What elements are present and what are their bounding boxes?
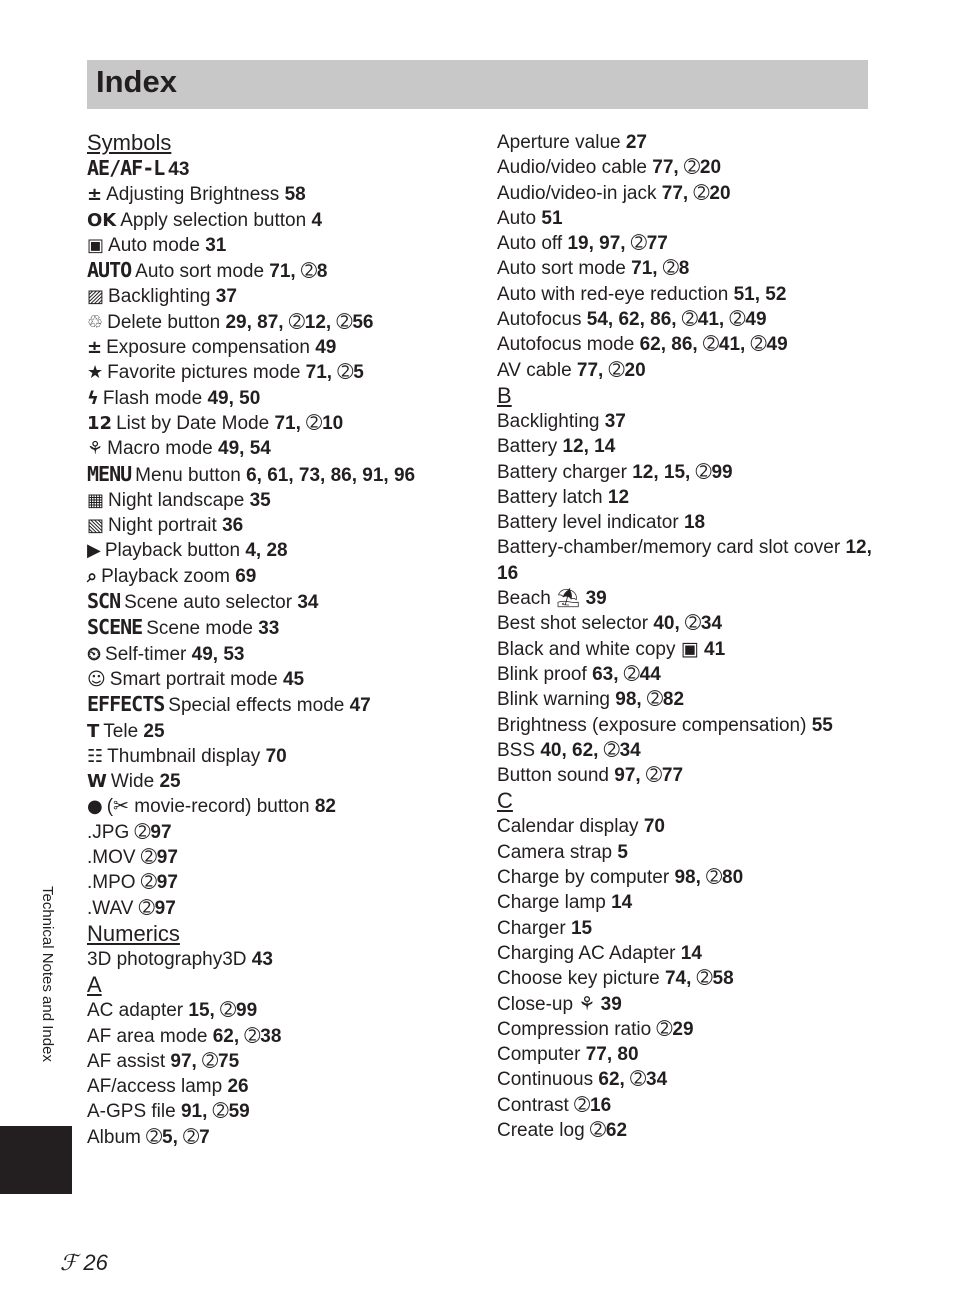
- macro-icon: ⚘: [87, 438, 104, 460]
- index-term: Album: [87, 1126, 141, 1148]
- index-page-refs: 4: [311, 209, 323, 231]
- index-page-refs: 71, ➁10: [274, 412, 344, 434]
- index-page-refs: 55: [811, 714, 833, 736]
- index-entry: [87, 258, 482, 284]
- index-term: Blink warning: [497, 689, 610, 711]
- index-page-refs: 82: [314, 796, 336, 818]
- favorite-icon: ★: [87, 362, 104, 384]
- index-entry: [497, 1118, 877, 1143]
- index-entry: [497, 916, 877, 941]
- trash-icon: ♲: [87, 311, 104, 333]
- index-column-left: [87, 130, 482, 1150]
- index-page-refs: 14: [611, 892, 633, 914]
- index-entry: [497, 687, 877, 712]
- index-term: Button sound: [497, 765, 609, 787]
- index-term: Backlighting: [497, 410, 600, 432]
- index-entry: [87, 998, 482, 1023]
- index-entry: [87, 769, 482, 794]
- index-entry: [87, 1074, 482, 1099]
- index-term: Charger: [497, 917, 566, 939]
- index-page-refs: 36: [222, 515, 244, 537]
- index-page-refs: 97, ➁77: [614, 765, 684, 787]
- index-entry: [87, 692, 482, 718]
- index-term: (✂ movie-record) button: [106, 796, 310, 818]
- index-term: Calendar display: [497, 816, 639, 838]
- index-page-refs: 51, 52: [733, 283, 787, 305]
- index-entry: [497, 1042, 877, 1067]
- index-page-refs: 40, ➁34: [653, 613, 723, 635]
- index-section-heading: A: [87, 972, 102, 998]
- index-term: Night portrait: [108, 515, 217, 537]
- index-entry: [87, 386, 482, 411]
- index-entry: [87, 538, 482, 563]
- index-entry: [87, 820, 482, 845]
- index-term: Battery latch: [497, 486, 603, 508]
- index-entry: [87, 667, 482, 692]
- index-entry: [87, 488, 482, 513]
- index-page-refs: 19, 97, ➁77: [567, 233, 668, 255]
- index-page-refs: 37: [215, 286, 237, 308]
- index-page-refs: 12: [607, 486, 630, 508]
- tele-icon: T: [87, 720, 100, 742]
- index-entry: [87, 589, 482, 615]
- record-icon: ●: [87, 796, 103, 818]
- index-entry: [87, 284, 482, 309]
- index-entry: [497, 181, 877, 206]
- index-term: Autofocus mode: [497, 334, 635, 356]
- index-page-refs: ➁5, ➁7: [146, 1126, 210, 1148]
- index-section-heading: Symbols: [87, 130, 172, 155]
- index-term: .JPG: [87, 821, 130, 843]
- index-entry: [497, 485, 877, 510]
- ae-af-lock-icon: AE/AF-L: [87, 156, 165, 180]
- zoom-icon: ⌕: [87, 565, 98, 587]
- title-bar: [87, 60, 868, 109]
- index-term: Auto sort mode: [135, 261, 265, 283]
- playback-icon: ▶: [87, 540, 101, 562]
- index-page-refs: 97, ➁75: [170, 1050, 240, 1072]
- index-page-refs: ➁97: [138, 897, 176, 919]
- index-term: AF/access lamp: [87, 1076, 223, 1098]
- index-entry: [497, 941, 877, 966]
- index-page-refs: 71, ➁5: [305, 362, 364, 384]
- smart-portrait-icon: ☺: [87, 668, 106, 690]
- index-page-refs: 91, ➁59: [180, 1101, 250, 1123]
- index-term: Auto off: [497, 233, 563, 255]
- index-term: Tele: [103, 720, 139, 742]
- index-term: Auto: [497, 207, 537, 229]
- index-page-refs: 25: [143, 720, 165, 742]
- index-entry: [497, 738, 877, 763]
- index-page-refs: 25: [159, 771, 181, 793]
- flash-icon: ϟ: [87, 387, 99, 409]
- side-tab-marker: [0, 1126, 72, 1194]
- index-entry: [497, 231, 877, 256]
- index-entry: [87, 615, 482, 641]
- auto-sort-icon: AUTO: [87, 258, 132, 283]
- index-page-refs: 5: [617, 841, 628, 863]
- index-entry: [87, 719, 482, 744]
- index-term: Scene auto selector: [124, 592, 293, 614]
- index-page-refs: ➁97: [140, 847, 178, 869]
- index-term: Playback button: [104, 540, 241, 562]
- index-term: Scene mode: [146, 618, 253, 640]
- index-entry: [497, 1093, 877, 1118]
- index-entry: [497, 130, 877, 155]
- index-entry: [87, 360, 482, 385]
- index-entry: [497, 840, 877, 865]
- index-page-refs: 98, ➁80: [674, 867, 744, 889]
- index-entry: [497, 586, 877, 611]
- index-term: Backlighting: [108, 286, 211, 308]
- index-page-refs: 77, 80: [585, 1044, 639, 1066]
- index-term: A-GPS file: [87, 1101, 176, 1123]
- index-entry: [497, 155, 877, 180]
- index-page-refs: ➁62: [589, 1119, 628, 1141]
- index-term: Audio/video-in jack: [497, 182, 657, 204]
- index-entry: [497, 1017, 877, 1042]
- index-page-refs: 58: [284, 184, 306, 206]
- index-page-refs: 49, 53: [191, 643, 245, 665]
- index-term: Charge lamp: [497, 892, 606, 914]
- index-section-heading: Numerics: [87, 920, 180, 946]
- index-term: Battery-chamber/memory card slot cover: [497, 537, 841, 559]
- index-page-refs: 62, ➁34: [598, 1069, 668, 1091]
- index-entry: [497, 332, 877, 357]
- index-entry: [497, 763, 877, 788]
- index-page-refs: 18: [683, 512, 706, 534]
- exposure-icon: ±: [87, 337, 103, 359]
- index-term: Autofocus: [497, 309, 582, 331]
- index-page-refs: 47: [349, 695, 371, 717]
- index-term: .MPO: [87, 872, 136, 894]
- index-entry: [87, 744, 482, 769]
- index-section-heading: B: [497, 382, 512, 408]
- index-term: Playback zoom: [101, 565, 230, 587]
- index-term: Computer: [497, 1044, 581, 1066]
- index-page-refs: 35: [249, 489, 271, 511]
- index-page-refs: 71, ➁8: [269, 261, 328, 283]
- index-page-refs: 15: [570, 917, 593, 939]
- index-entry: [87, 642, 482, 667]
- index-entry: [87, 335, 482, 360]
- index-page-refs: 29, 87, ➁12, ➁56: [225, 311, 374, 333]
- index-term: Aperture value: [497, 132, 621, 153]
- index-page-refs: 71, ➁8: [631, 258, 690, 280]
- index-term: Blink proof: [497, 663, 587, 685]
- index-page-refs: 77, ➁20: [652, 157, 722, 179]
- index-term: AF assist: [87, 1050, 166, 1072]
- index-term: Beach ⛱: [497, 588, 581, 610]
- calendar-icon: 12: [87, 412, 113, 434]
- index-page-refs: 41: [704, 638, 726, 660]
- index-page-refs: ➁97: [140, 872, 178, 894]
- index-entry: [497, 713, 877, 738]
- index-entry: [87, 845, 482, 870]
- index-page-refs: ➁29: [656, 1018, 694, 1040]
- index-entry: [497, 865, 877, 890]
- index-term: Self-timer: [105, 643, 187, 665]
- index-entry: [87, 1125, 482, 1150]
- index-term: Continuous: [497, 1069, 594, 1091]
- ok-icon: OK: [87, 209, 117, 231]
- index-page-refs: ➁16: [574, 1094, 612, 1116]
- index-entry: [497, 992, 877, 1017]
- index-entry: [497, 409, 877, 434]
- index-entry: [497, 637, 877, 662]
- brightness-icon: ±: [87, 184, 103, 206]
- self-timer-icon: ⏲: [87, 643, 102, 665]
- index-page-refs: 34: [297, 592, 319, 614]
- index-entry: [87, 870, 482, 895]
- index-page-refs: 63, ➁44: [592, 663, 661, 685]
- index-entry: [497, 535, 877, 586]
- night-landscape-icon: ▦: [87, 489, 105, 511]
- index-entry: [497, 966, 877, 991]
- index-page-refs: 12, 16: [497, 537, 872, 584]
- page-title: Index: [96, 64, 177, 99]
- index-term: .WAV: [87, 897, 134, 919]
- index-page-refs: 40, 62, ➁34: [540, 739, 641, 761]
- index-term: Charging AC Adapter: [497, 942, 676, 964]
- side-section-label: Technical Notes and Index: [39, 886, 56, 1062]
- index-entry: [497, 510, 877, 535]
- index-entry: [87, 208, 482, 233]
- index-page-refs: 45: [282, 668, 305, 690]
- index-page-refs: 12, 15, ➁99: [632, 461, 733, 483]
- index-page-refs: 49: [315, 337, 337, 359]
- index-entry: [497, 256, 877, 281]
- index-term: 3D photography3D: [87, 948, 247, 970]
- index-entry: [497, 206, 877, 231]
- index-entry: [497, 890, 877, 915]
- index-entry: [497, 611, 877, 636]
- index-page-refs: 33: [258, 618, 280, 640]
- index-entry: [87, 233, 482, 258]
- index-term: Exposure compensation: [106, 337, 310, 359]
- index-page-refs: 54, 62, 86, ➁41, ➁49: [586, 309, 767, 331]
- camera-icon: ▣: [87, 234, 105, 256]
- index-page-refs: 77, ➁20: [576, 359, 646, 381]
- backlighting-icon: ▨: [87, 286, 105, 308]
- index-term: Special effects mode: [168, 695, 345, 717]
- index-entry: [497, 358, 877, 383]
- index-section-heading: C: [497, 788, 513, 814]
- index-term: Auto mode: [108, 234, 200, 256]
- index-page-refs: 27: [625, 132, 647, 153]
- index-term: Brightness (exposure compensation): [497, 714, 807, 736]
- index-page-refs: 39: [600, 993, 622, 1015]
- index-term: Battery: [497, 436, 558, 458]
- index-page-refs: 39: [585, 588, 607, 610]
- index-term: Best shot selector: [497, 613, 649, 635]
- index-entry: [87, 462, 482, 488]
- index-page-refs: 62, 86, ➁41, ➁49: [639, 334, 788, 356]
- index-page-refs: 77, ➁20: [661, 182, 731, 204]
- index-entry: [497, 1067, 877, 1092]
- index-entry: [87, 1024, 482, 1049]
- index-entry: [87, 513, 482, 538]
- index-term: Macro mode: [107, 438, 213, 460]
- index-term: Thumbnail display: [107, 745, 261, 767]
- index-term: Night landscape: [108, 489, 245, 511]
- index-page-refs: 14: [680, 942, 702, 964]
- index-entry: [87, 411, 482, 436]
- index-page-refs: 69: [235, 565, 257, 587]
- index-page-refs: 43: [168, 159, 190, 180]
- index-entry: [497, 282, 877, 307]
- index-term: Choose key picture: [497, 968, 660, 990]
- index-entry: [497, 814, 877, 839]
- index-page-refs: 26: [227, 1076, 249, 1098]
- index-term: Contrast: [497, 1094, 569, 1116]
- index-page-refs: 37: [604, 410, 626, 432]
- index-term: Flash mode: [102, 387, 203, 409]
- index-term: Camera strap: [497, 841, 613, 863]
- index-page-refs: 6, 61, 73, 86, 91, 96: [246, 464, 416, 486]
- menu-icon: MENU: [87, 461, 132, 486]
- index-page-refs: 51: [541, 207, 563, 229]
- index-entry: [497, 662, 877, 687]
- index-page-refs: 43: [251, 948, 273, 970]
- index-page-refs: 70: [643, 816, 665, 838]
- index-page-refs: 31: [205, 234, 227, 256]
- index-term: Battery level indicator: [497, 512, 679, 534]
- index-term: Wide: [110, 771, 155, 793]
- index-page-refs: 15, ➁99: [188, 1000, 258, 1022]
- index-term: AC adapter: [87, 1000, 184, 1022]
- index-term: Menu button: [135, 464, 241, 486]
- index-entry: [497, 307, 877, 332]
- page-number: ℱ 26: [60, 1250, 108, 1275]
- index-term: Adjusting Brightness: [106, 184, 280, 206]
- index-entry: [497, 434, 877, 459]
- index-term: Battery charger: [497, 461, 627, 483]
- index-entry: [87, 794, 482, 819]
- index-term: AV cable: [497, 359, 572, 381]
- index-term: Create log: [497, 1119, 585, 1141]
- index-page-refs: 62, ➁38: [212, 1025, 282, 1047]
- index-entry: [87, 156, 482, 182]
- index-term: Charge by computer: [497, 867, 670, 889]
- index-page-refs: 49, 54: [218, 438, 271, 460]
- index-term: Audio/video cable: [497, 157, 647, 179]
- index-entry: [87, 310, 482, 335]
- index-page-refs: 70: [265, 745, 287, 767]
- index-entry: [87, 1099, 482, 1124]
- index-term: List by Date Mode: [116, 412, 270, 434]
- index-term: AF area mode: [87, 1025, 208, 1047]
- index-term: Auto sort mode: [497, 258, 626, 280]
- index-page-refs: 98, ➁82: [615, 689, 685, 711]
- index-term: Close-up ⚘: [497, 993, 596, 1015]
- thumbnail-icon: ☷: [87, 745, 104, 767]
- index-entry: [87, 1049, 482, 1074]
- scene-icon: SCENE: [87, 615, 143, 640]
- index-term: Black and white copy ▣: [497, 638, 699, 660]
- index-term: Compression ratio: [497, 1018, 652, 1040]
- scene-auto-icon: SCN: [87, 589, 121, 614]
- wide-icon: W: [87, 771, 107, 793]
- index-entry: [87, 436, 482, 461]
- effects-icon: EFFECTS: [87, 692, 165, 717]
- index-term: Favorite pictures mode: [107, 362, 301, 384]
- index-page-refs: 49, 50: [207, 387, 261, 409]
- index-page-refs: ➁97: [134, 821, 172, 843]
- index-page-refs: 4, 28: [245, 540, 288, 562]
- index-page-refs: 74, ➁58: [664, 968, 734, 990]
- index-term: Auto with red-eye reduction: [497, 283, 729, 305]
- index-term: BSS: [497, 739, 536, 761]
- index-term: Apply selection button: [120, 209, 307, 231]
- index-column-right: [497, 130, 877, 1143]
- index-term: .MOV: [87, 847, 136, 869]
- night-portrait-icon: ▧: [87, 515, 105, 537]
- index-term: Smart portrait mode: [109, 668, 278, 690]
- index-entry: [497, 460, 877, 485]
- index-entry: [87, 896, 482, 921]
- index-entry: [87, 947, 482, 972]
- index-entry: [87, 564, 482, 589]
- index-term: Delete button: [107, 311, 221, 333]
- index-entry: [87, 182, 482, 207]
- index-page-refs: 12, 14: [562, 436, 616, 458]
